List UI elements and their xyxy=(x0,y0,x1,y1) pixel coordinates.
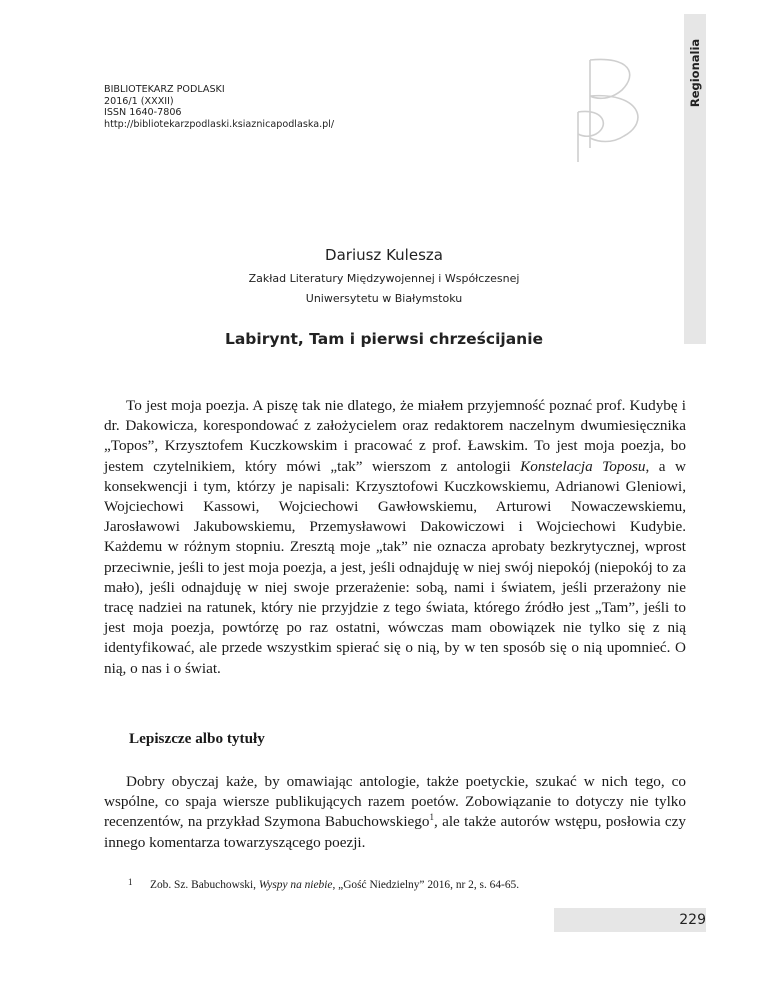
paragraph1-text-b: , a w konsekwencji i tym, którzy je napisali: Krzysztofowi Kuczkowskiemu, Adrianowi Gleniowi, Wojciechowi Kassowi, Wojciechowi Gawłowskiemu, Arturowi Nowaczewskiemu, Jarosławowi Jakubowskiemu, Przemysławowi Dakowiczowi i Wojciechowi Kudybie. Każdemu w różnym stopniu. Zresztą moje „tak” nie oznacza aprobaty bezkrytycznej, wprost przeciwnie, jeśli to jest moja poezja, a jest, jeśli odnajduję w niej swój niepokój (niepokój to za mało), jeśli odnajduję w niej swoje przerażenie: sobą, nami i światem, jeśli przerażony nie tracę nadziei na ratunek, który nie przyjdzie z tego świata, którego źródło jest „Tam”, jeśli to jest moja poezja, powtórzę po raz ostatni, wówczas mam obowiązek nie tylko się z nią identyfikować, ale przede wszystkim spierać się o nią, by w ten sposób się o nią upomnieć. O nią, o nas i o świat. xyxy=(104,457,686,677)
body-paragraph-2 xyxy=(104,772,686,853)
paragraph2-text-b: , ale także autorów wstępu, posłowia czy innego komentarza towarzyszącego poezji. xyxy=(104,813,686,851)
page-number: 229 xyxy=(679,912,706,928)
journal-url: http://bibliotekarzpodlaski.ksiaznicapodlaska.pl/ xyxy=(104,118,335,130)
section-label-text: Regionalia xyxy=(688,38,703,108)
section-label xyxy=(684,14,706,132)
article-title: Labirynt, Tam i pierwsi chrześcijanie xyxy=(224,330,544,348)
journal-issn: ISSN 1640-7806 xyxy=(104,107,182,119)
affiliation-line2: Uniwersytetu w Białymstoku xyxy=(305,292,463,305)
paragraph1-anthology-title: Konstelacja Toposu xyxy=(520,457,646,475)
footnote-ref: 1 xyxy=(429,812,434,823)
footnote-italic: Wyspy na niebie xyxy=(258,879,333,891)
section-heading: Lepiszcze albo tytuły xyxy=(129,730,265,747)
footnote-text-b: , „Gość Niedzielny” 2016, nr 2, s. 64-65. xyxy=(332,879,520,891)
journal-name: BIBLIOTEKARZ PODLASKI xyxy=(104,84,225,95)
footnote-number: 1 xyxy=(128,877,133,887)
author-name: Dariusz Kulesza xyxy=(325,246,443,264)
paragraph2-text-a: Dobry obyczaj każe, by omawiając antologie, także poetyckie, szukać w nich tego, co wspólne, co spaja wiersze publikujących razem poetów. Zobowiązanie to dotyczy nie tylko recenzentów, na przykład Szymona Babuchowskiego xyxy=(104,773,686,831)
paragraph1-text-a: To jest moja poezja. A piszę tak nie dlatego, że miałem przyjemność poznać prof. Kudybę i dr. Dakowicza, korespondować z założycielem oraz redaktorem naczelnym dwumiesięcznika „Topos”, Krzysztofem Kuczkowskim i pracować z prof. Ławskim. To jest moja poezja, bo jestem czytelnikiem, który mówi „tak” wierszom z antologii xyxy=(104,397,686,475)
journal-info xyxy=(104,84,334,130)
journal-issue: 2016/1 (XXXII) xyxy=(104,95,174,107)
journal-logo-icon xyxy=(560,52,656,162)
footnote xyxy=(128,877,519,891)
body-paragraph-1 xyxy=(104,396,686,679)
affiliation-line1: Zakład Literatury Międzywojennej i Współczesnej xyxy=(248,272,520,285)
footnote-text-a: Zob. Sz. Babuchowski, xyxy=(150,879,259,891)
